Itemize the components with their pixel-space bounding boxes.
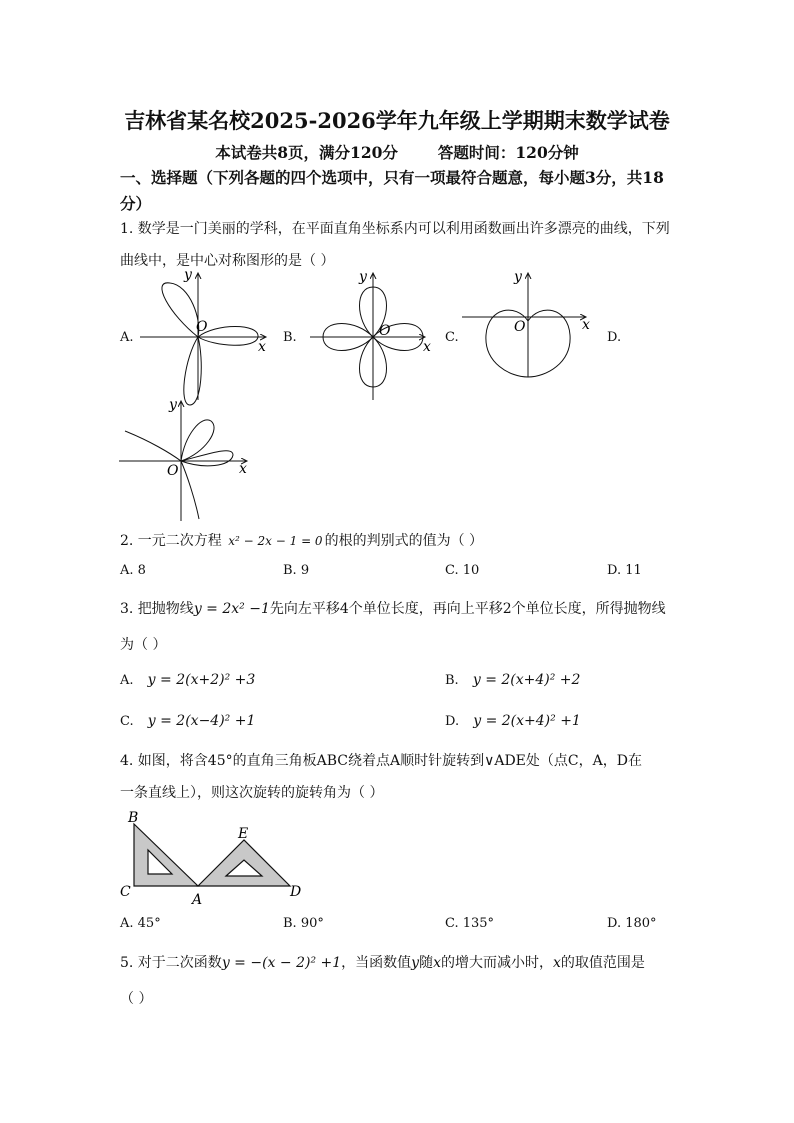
q1a-axis-x: x [258,339,266,355]
q5-line2: （ ） [120,991,153,1007]
q3-option-d-label: D. [445,714,460,729]
q2-option-c: C. 10 [445,563,480,578]
q4-option-c: C. 135° [445,916,495,931]
q5-end: 的取值范围是 [560,955,645,971]
q3-suffix: 先向左平移4个单位长度，再向上平移2个单位长度，所得抛物线 [269,601,666,617]
exam-info [0,141,794,163]
q1-graph-b [305,265,445,405]
q5-line1 [120,952,645,972]
q1-option-a-label: A. [120,330,134,345]
q5-mid2: 随 [419,955,434,971]
q1a-origin: O [196,319,208,335]
q1a-axis-y: y [184,267,192,283]
q2-equation: x² − 2x − 1 = 0 [228,534,323,548]
q1c-origin: O [514,319,526,335]
q1d-axis-y: y [169,397,177,413]
q3-option-c-label: C. [120,714,134,729]
q4-point-c: C [120,884,131,900]
q1-line1: 1. 数学是一门美丽的学科，在平面直角坐标系内可以利用函数画出许多漂亮的曲线，下列 [120,221,670,237]
q3-option-a-eq: y = 2(x+2)² +3 [147,672,256,688]
q3-option-c [120,713,255,729]
q1-line2: 曲线中，是中心对称图形的是（ ） [120,253,335,269]
q3-option-d [445,713,581,729]
q1b-axis-y: y [359,269,367,285]
q4-option-d: D. 180° [607,916,657,931]
q5-prefix: 5. 对于二次函数 [120,955,222,971]
q2-prefix: 2. 一元二次方程 [120,533,222,549]
q1-option-b-label: B. [283,330,297,345]
q4-option-a: A. 45° [120,916,161,931]
q3-option-a-label: A. [120,673,134,688]
q2-option-a: A. 8 [120,563,146,578]
q1-graph-c [460,265,600,385]
q3-option-d-eq: y = 2(x+4)² +1 [473,713,581,729]
q3-line2: 为（ ） [120,637,167,653]
q4-line1: 4. 如图，将含45°的直角三角板ABC绕着点A顺时针旋转到∨ADE处（点C，A，D在 [120,753,642,769]
q5-mid3: 的增大而减小时， [440,955,553,971]
q1c-axis-x: x [582,317,590,333]
q4-point-a: A [192,892,203,908]
q1-option-d-label: D. [607,330,622,345]
q4-point-b: B [128,810,139,826]
q5-var-x: x [433,955,441,971]
q3-option-b-eq: y = 2(x+4)² +2 [472,672,581,688]
q2-option-d: D. 11 [607,563,642,578]
q3-equation: y = 2x² −1 [193,601,270,617]
exam-time: 答题时间：120分钟 [437,143,579,162]
q3-option-b-label: B. [445,673,459,688]
q3-line1 [120,598,666,618]
q3-prefix: 3. 把抛物线 [120,601,194,617]
q4-option-b: B. 90° [283,916,324,931]
q3-option-b [445,672,580,688]
section-heading: 一、选择题（下列各题的四个选项中，只有一项最符合题意，每小题3分，共18分） [120,168,664,213]
q2-suffix: 的根的判别式的值为（ ） [324,533,484,549]
q1d-axis-x: x [239,461,247,477]
q1d-origin: O [167,463,179,479]
q1c-axis-y: y [514,269,522,285]
q2-stem [120,530,483,550]
q4-line2: 一条直线上），则这次旋转的旋转角为（ ） [120,785,384,801]
q1-graph-a [130,265,290,405]
q2-option-b: B. 9 [283,563,310,578]
q4-point-d: D [290,884,302,900]
page-title: 吉林省某名校2025-2026学年九年级上学期期末数学试卷 [124,108,670,133]
q4-point-e: E [238,826,249,842]
q1-option-c-label: C. [445,330,459,345]
q5-mid: ，当函数值 [341,955,412,971]
q1b-origin: O [379,323,391,339]
exam-pages-score: 本试卷共8页，满分120分 [215,143,398,162]
q1-graph-d [115,395,265,525]
q4-triangles-figure [118,810,318,908]
q5-var-y: y [411,955,420,971]
q3-option-c-eq: y = 2(x−4)² +1 [147,713,256,729]
q1b-axis-x: x [423,339,431,355]
q5-var-x2: x [552,955,561,971]
q3-option-a [120,672,255,688]
q5-equation: y = −(x − 2)² +1 [221,955,342,971]
